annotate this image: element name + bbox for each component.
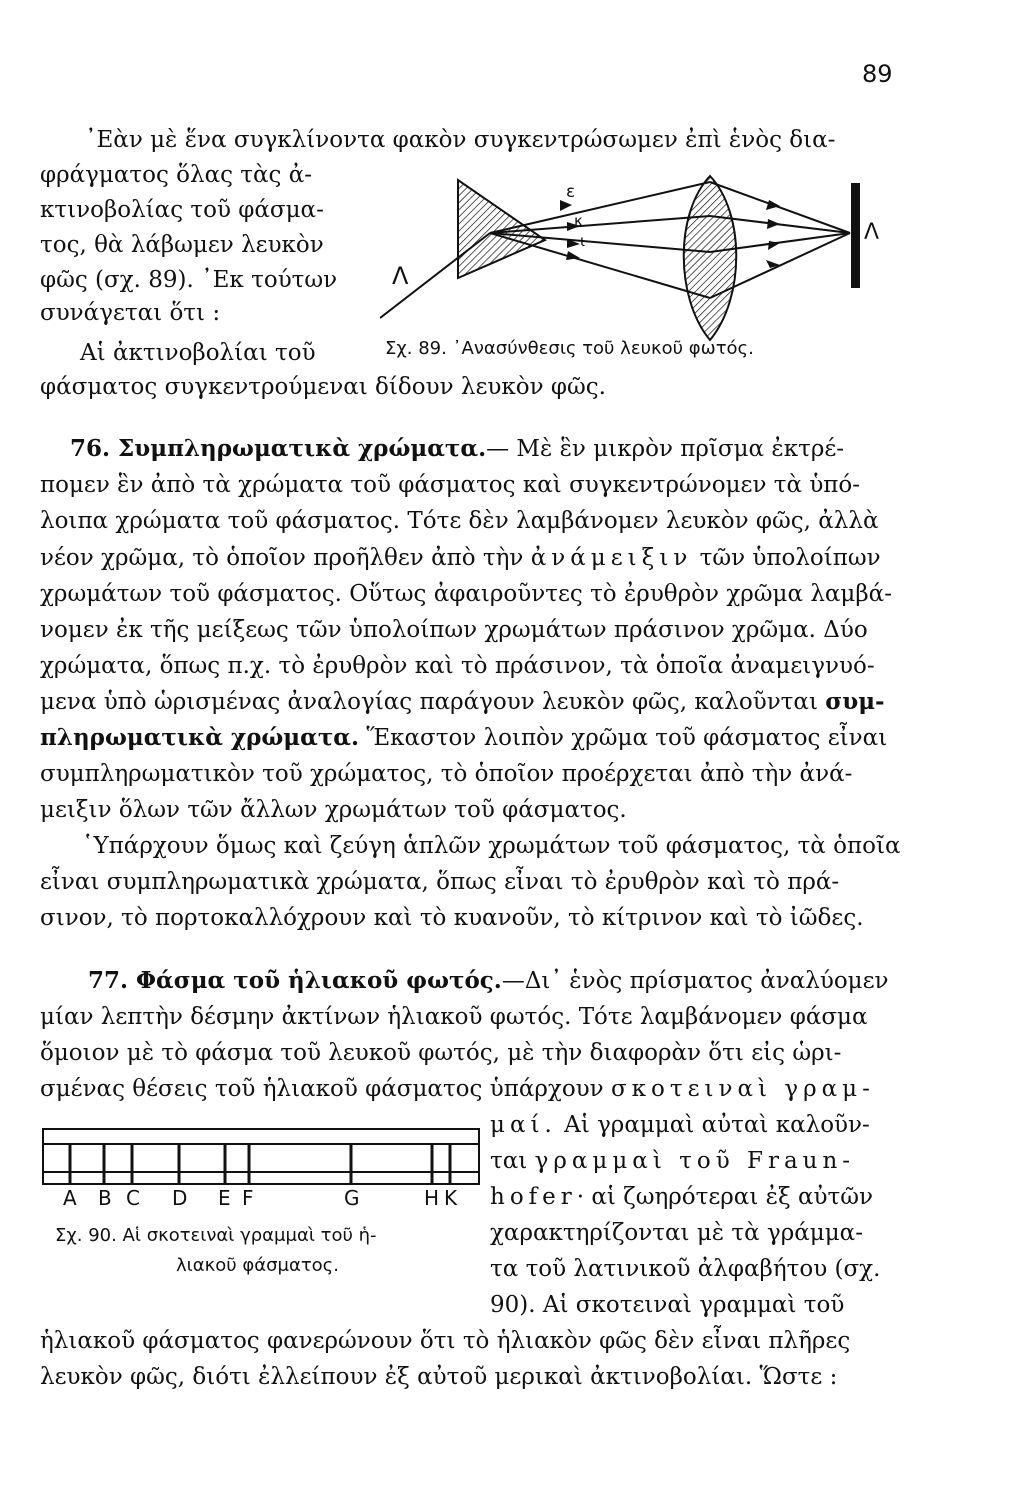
spectrum-letter: A (63, 1186, 77, 1210)
figure-90-caption: Σχ. 90. Αἱ σκοτειναὶ γραμμαὶ τοῦ ἡ- (55, 1225, 377, 1246)
spectrum-letter: B (98, 1186, 112, 1210)
paragraph-line: Αἱ ἀκτινοβολίαι τοῦ (80, 340, 316, 366)
section-76-line: εἶναι συμπληρωματικὰ χρώματα, ὅπως εἶναι τὸ ἐρυθρὸν καὶ τὸ πρά- (40, 869, 840, 895)
spectrum-letter: E (218, 1186, 231, 1210)
section-77-line: σμένας θέσεις τοῦ ἡλιακοῦ φάσματος ὑπάρχουν σκοτειναὶ γραμ- (40, 1076, 875, 1102)
spectrum-letter: K (444, 1186, 458, 1210)
figure-90-caption: λιακοῦ φάσματος. (176, 1255, 339, 1276)
spectrum-letter: D (172, 1186, 188, 1210)
spectrum-frame (43, 1129, 479, 1184)
label-i: ι (580, 232, 586, 250)
section-77-line: 77. Φάσμα τοῦ ἡλιακοῦ φωτός.—Δι᾿ ἑνὸς πρίσματος ἀναλύομεν (88, 967, 889, 994)
bold-term: συμ- (825, 688, 885, 715)
spaced-term: μαί. (490, 1112, 557, 1138)
paragraph-line: ᾿Εὰν μὲ ἕνα συγκλίνοντα φακὸν συγκεντρώσωμεν ἐπὶ ἑνὸς δια- (85, 127, 836, 153)
label-lambda-left: Λ (392, 262, 409, 290)
spectrum-letter: G (344, 1186, 360, 1210)
section-77-line: μίαν λεπτὴν δέσμην ἀκτίνων ἡλιακοῦ φωτός. Τότε λαμβάνομεν φάσμα (40, 1004, 868, 1030)
paragraph-line: κτινοβολίας τοῦ φάσμα- (40, 197, 324, 223)
paragraph-line: φῶς (σχ. 89). ᾿Εκ τούτων (40, 267, 338, 293)
spectrum-letter: H (424, 1186, 440, 1210)
paragraph-line: φράγματος ὅλας τὰς ἀ- (40, 162, 313, 188)
section-77-line: hofer· αἱ ζωηρότεραι ἐξ αὐτῶν (490, 1184, 873, 1210)
paragraph-line: τος, θὰ λάβωμεν λευκὸν (40, 232, 324, 258)
section-77-line: ἡλιακοῦ φάσματος φανερώνουν ὅτι τὸ ἡλιακὸν φῶς δὲν εἶναι πλῆρες (40, 1328, 851, 1354)
section-76-line: ῾Υπάρχουν ὅμως καὶ ζεύγη ἁπλῶν χρωμάτων τοῦ φάσματος, τὰ ὁποῖα (82, 833, 901, 859)
section-76-line: 76. Συμπληρωματικὰ χρώματα.— Μὲ ἓν μικρὸν πρῖσμα ἐκτρέ- (70, 435, 845, 462)
spaced-term: ἀνάμειξιν (530, 545, 693, 571)
label-k: κ (574, 212, 583, 230)
section-76-line: λοιπα χρώματα τοῦ φάσματος. Τότε δὲν λαμβάνομεν λευκὸν φῶς, ἀλλὰ (40, 508, 879, 534)
section-76-heading: 76. Συμπληρωματικὰ χρώματα. (70, 435, 487, 462)
section-76-line: νομεν ἐκ τῆς μείξεως τῶν ὑπολοίπων χρωμάτων πράσινον χρῶμα. Δύο (40, 617, 868, 643)
section-76-line: μενα ὑπὸ ὡρισμένας ἀναλογίας παράγουν λευκὸν φῶς, καλοῦνται συμ- (40, 688, 885, 715)
section-76-line: χρώματα, ὅπως π.χ. τὸ ἐρυθρὸν καὶ τὸ πράσινον, τὰ ὁποῖα ἀναμειγνυό- (40, 653, 875, 679)
section-76-line: πομεν ἓν ἀπὸ τὰ χρώματα τοῦ φάσματος καὶ συγκεντρώνομεν τὰ ὑπό- (40, 472, 861, 498)
page-number: 89 (862, 60, 893, 88)
section-77-line: τα τοῦ λατινικοῦ ἀλφαβήτου (σχ. (490, 1256, 881, 1282)
paragraph-line: φάσματος συγκεντρούμεναι δίδουν λευκὸν φῶς. (40, 374, 606, 400)
section-76-line: συμπληρωματικὸν τοῦ χρώματος, τὸ ὁποῖον προέρχεται ἀπὸ τὴν ἀνά- (40, 761, 853, 787)
section-77-line: χαρακτηρίζονται μὲ τὰ γράμμα- (490, 1220, 863, 1246)
spaced-term: hofer (490, 1184, 577, 1210)
figure-90-spectrum (42, 1128, 482, 1190)
spectrum-letter: F (242, 1186, 254, 1210)
section-76-line: πληρωματικὰ χρώματα. Ἕκαστον λοιπὸν χρῶμα τοῦ φάσματος εἶναι (40, 724, 888, 751)
section-77-line: 90). Αἱ σκοτειναὶ γραμμαὶ τοῦ (490, 1292, 845, 1318)
spectrum-letter: C (126, 1186, 140, 1210)
label-lambda-right: Λ (864, 220, 880, 245)
paragraph-line: συνάγεται ὅτι : (40, 300, 221, 326)
figure-89-diagram (380, 168, 900, 343)
spaced-term: γραμμαὶ τοῦ Fraun- (534, 1148, 856, 1174)
section-77-line: λευκὸν φῶς, διότι ἐλλείπουν ἐξ αὐτοῦ μερικαὶ ἀκτινοβολίαι. Ὥστε : (40, 1364, 838, 1390)
section-76-line: χρωμάτων τοῦ φάσματος. Οὕτως ἀφαιροῦντες τὸ ἐρυθρὸν χρῶμα λαμβά- (40, 581, 892, 607)
section-76-line: μειξιν ὅλων τῶν ἄλλων χρωμάτων τοῦ φάσματος. (40, 797, 627, 823)
section-77-line: ὅμοιον μὲ τὸ φάσμα τοῦ λευκοῦ φωτός, μὲ τὴν διαφορὰν ὅτι εἰς ὡρι- (40, 1040, 842, 1066)
section-77-line: μαί. Αἱ γραμμαὶ αὐταὶ καλοῦν- (490, 1112, 870, 1138)
section-77-line: ται γραμμαὶ τοῦ Fraun- (490, 1148, 856, 1174)
section-77-heading: 77. Φάσμα τοῦ ἡλιακοῦ φωτός. (88, 967, 502, 994)
section-76-line: σινον, τὸ πορτοκαλλόχρουν καὶ τὸ κυανοῦν, τὸ κίτρινον καὶ τὸ ἰῶδες. (40, 905, 864, 931)
figure-89-caption: Σχ. 89. ᾿Ανασύνθεσις τοῦ λευκοῦ φωτός. (385, 338, 754, 359)
bold-term: πληρωματικὰ χρώματα. (40, 724, 360, 751)
converging-lens (684, 176, 737, 340)
label-e: ε (566, 182, 576, 202)
screen (851, 183, 860, 288)
section-76-line: νέον χρῶμα, τὸ ὁποῖον προῆλθεν ἀπὸ τὴν ἀνάμειξιν τῶν ὑπολοίπων (40, 545, 881, 571)
spaced-term: σκοτειναὶ γραμ- (610, 1076, 875, 1102)
